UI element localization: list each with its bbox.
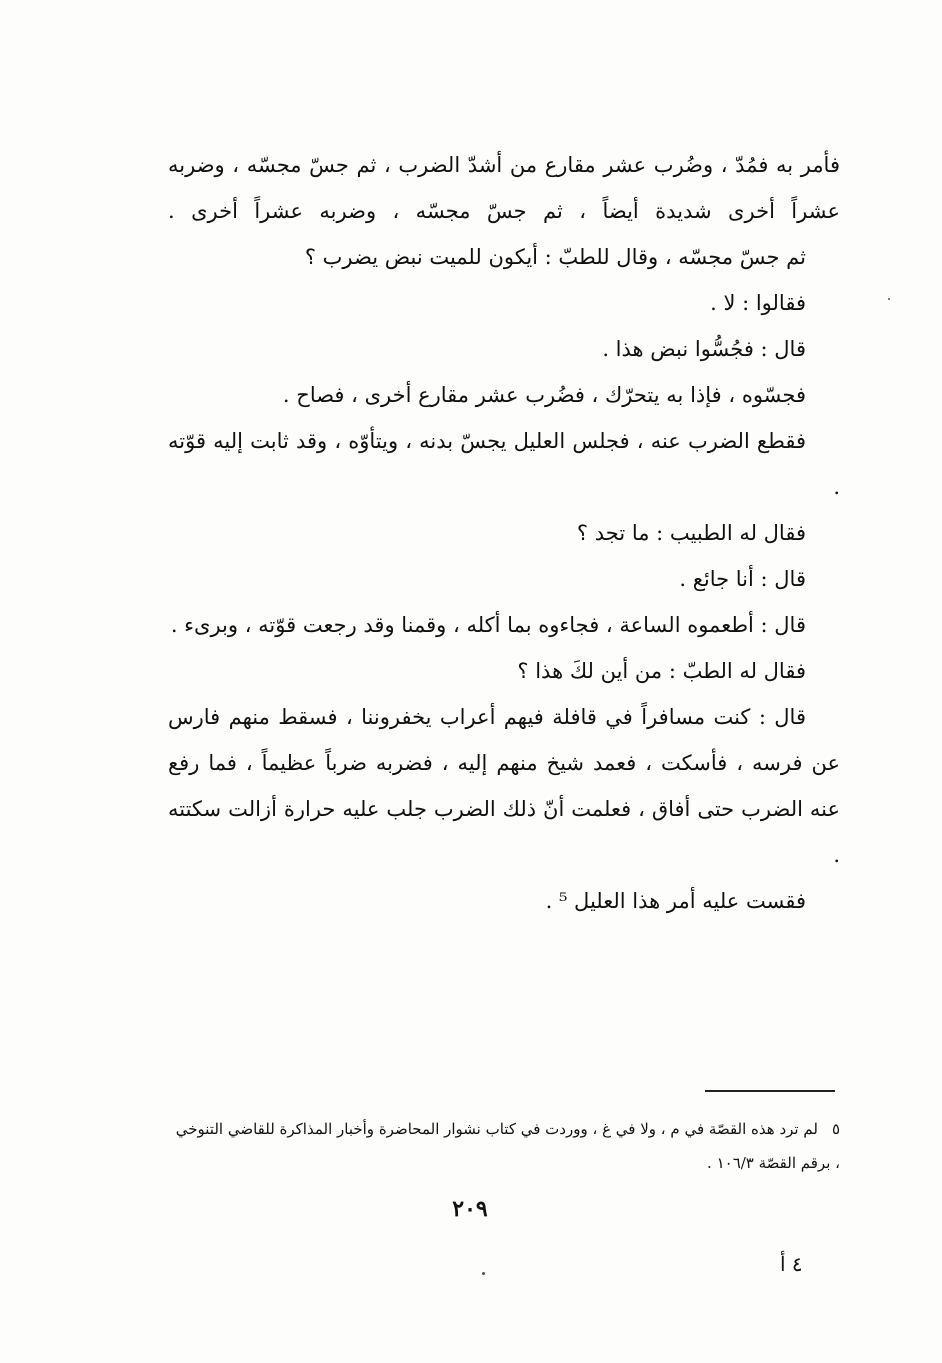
paragraph: فقال له الطبيب : ما تجد ؟	[576, 521, 806, 545]
footnote-marker: ٥	[831, 1120, 840, 1138]
paragraph: فقالوا : لا .	[710, 291, 806, 315]
signature-mark: ٤ أ	[780, 1252, 803, 1276]
paragraph: قال : فجُسُّوا نبض هذا .	[602, 337, 806, 361]
paragraph: فأمر به فمُدّ ، وضُرب عشر مقارع من أشدّ الضرب ، ثم جسّ مجسّه ، وضربه عشراً أخرى شديدة أيضاً ، ثم جسّ مجسّه ، وضربه عشراً أخرى .	[168, 153, 840, 223]
paragraph: قال : أطعموه الساعة ، فجاءوه بما أكله ، وقمنا وقد رجعت قوّته ، وبرىء .	[170, 613, 806, 637]
scan-speck	[482, 1272, 485, 1275]
paragraph: قال : أنا جائع .	[679, 567, 806, 591]
paragraph: فقال له الطبّ : من أين لكَ هذا ؟	[517, 659, 806, 683]
scan-speck	[888, 298, 890, 300]
paragraph: فجسّوه ، فإذا به يتحرّك ، فضُرب عشر مقارع أخرى ، فصاح .	[282, 383, 806, 407]
paragraph: قال : كنت مسافراً في قافلة فيهم أعراب يخفروننا ، فسقط منهم فارس عن فرسه ، فأسكت ، فعمد شيخ منهم إليه ، فضربه ضرباً عظيماً ، فما رفع عنه الضرب حتى أفاق ، فعلمت أنّ ذلك الضرب جلب عليه حرارة أزالت سكتته .	[168, 705, 841, 867]
footnote	[168, 1112, 840, 1180]
paragraph: فقطع الضرب عنه ، فجلس العليل يجسّ بدنه ، ويتأوّه ، وقد ثابت إليه قوّته .	[168, 429, 840, 499]
paragraph: ثم جسّ مجسّه ، وقال للطبّ : أيكون للميت نبض يضرب ؟	[304, 245, 806, 269]
main-text	[168, 142, 840, 924]
footnote-divider	[705, 1090, 835, 1092]
footnote-text: لم ترد هذه القصّة في م ، ولا في غ ، ووردت في كتاب نشوار المحاضرة وأخبار المذاكرة للقاضي التنوخي ، برقم القصّة ١٠٦/٣ .	[175, 1120, 840, 1172]
page-number: ٢٠٩	[452, 1196, 488, 1222]
paragraph: فقست عليه أمر هذا العليل ⁵ .	[545, 889, 806, 913]
